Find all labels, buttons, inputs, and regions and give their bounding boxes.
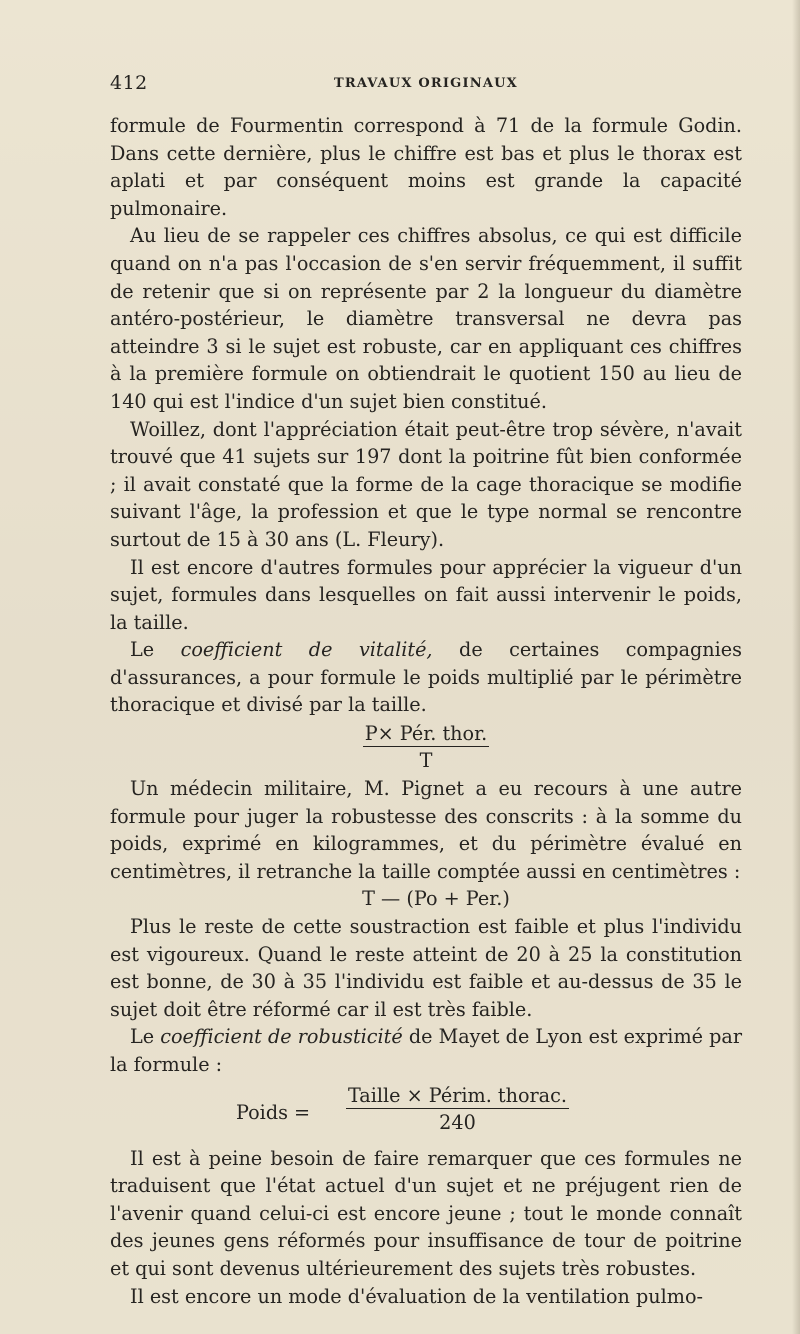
- paragraph-6: Un médecin militaire, M. Pignet a eu recours à une autre formule pour juger la robustesse des conscrits : à la somme du poids, exprimé en kilogrammes, et du périmètre évalué en centimètres, il retranche la taille comptée aussi en centimètres :: [110, 777, 742, 883]
- formula-vitalite: [110, 721, 742, 775]
- paragraph-7: Plus le reste de cette soustraction est faible et plus l'individu est vigoureux. Quand le reste atteint de 20 à 25 la constitution est bonne, de 30 à 35 l'individu est faible et au-dessus de 35 le sujet doit être réformé car il est très faible.: [110, 915, 742, 1021]
- paragraph-5-rest: de certaines compagnies d'assurances, a pour formule le poids multiplié par le périmètre thoracique et divisé par la taille.: [110, 638, 743, 717]
- paragraph-8-prefix: Le: [130, 1025, 161, 1049]
- formula-lhs: Poids =: [236, 1100, 311, 1124]
- fraction-denominator: 240: [439, 1110, 476, 1134]
- formula-mayet: [110, 1081, 742, 1141]
- term-coefficient-robusticite: coefficient de robusticité: [160, 1025, 403, 1049]
- term-coefficient-vitalite: coefficient de vitalité,: [180, 638, 433, 662]
- paragraph-1: formule de Fourmentin correspond à 71 de la formule Godin. Dans cette dernière, plus le chiffre est bas et plus le thorax est aplati et par conséquent moins est grande la capacité pulmonaire.: [110, 114, 742, 220]
- paragraph-3: Woillez, dont l'appréciation était peut-être trop sévère, n'avait trouvé que 41 sujets sur 197 dont la poitrine fût bien conformée ; il avait constaté que la forme de la cage thoracique se modifie suivant l'âge, la profession et que le type normal se rencontre surtout de 15 à 30 ans (L. Fleury).: [110, 417, 742, 551]
- fraction-vitalite: [363, 721, 490, 774]
- fraction-denominator: T: [419, 749, 433, 773]
- running-head: TRAVAUX ORIGINAUX: [334, 76, 518, 91]
- paragraph-4: Il est encore d'autres formules pour apprécier la vigueur d'un sujet, formules dans lesquelles on fait aussi intervenir le poids, la taille.: [110, 555, 742, 634]
- paragraph-2: Au lieu de se rappeler ces chiffres absolus, ce qui est difficile quand on n'a pas l'occasion de s'en servir fréquemment, il suffit de retenir que si on représente par 2 la longueur du diamètre antéro-postérieur, le diamètre transversal ne devra pas atteindre 3 si le sujet est robuste, car en appliquant ces chiffres à la première formule on obtiendrait le quotient 150 au lieu de 140 qui est l'indice d'un sujet bien constitué.: [110, 224, 742, 413]
- paragraph-5: [110, 636, 742, 719]
- fraction-numerator: Taille × Périm. thorac.: [348, 1083, 567, 1107]
- page-header: [110, 72, 742, 98]
- paragraph-8-rest: de Mayet de Lyon est exprimé par la formule :: [110, 1025, 742, 1076]
- page-number: 412: [110, 72, 148, 94]
- formula-pignet: T — (Po + Per.): [362, 887, 510, 911]
- fraction-numerator: P× Pér. thor.: [364, 722, 488, 746]
- paragraph-9: Il est à peine besoin de faire remarquer que ces formules ne traduisent que l'état actuel d'un sujet et ne préjugent rien de l'avenir quand celui-ci est encore jeune ; tout le monde connaît des jeunes gens réformés pour insuffisance de tour de poitrine et qui sont devenus ultérieurement des sujets très robustes.: [110, 1146, 742, 1280]
- fraction-mayet: [346, 1083, 569, 1136]
- paragraph-8: [110, 1023, 742, 1078]
- paragraph-5-prefix: Le: [130, 638, 181, 662]
- body-text: [110, 112, 742, 1310]
- paragraph-10: Il est encore un mode d'évaluation de la ventilation pulmo-: [130, 1284, 703, 1308]
